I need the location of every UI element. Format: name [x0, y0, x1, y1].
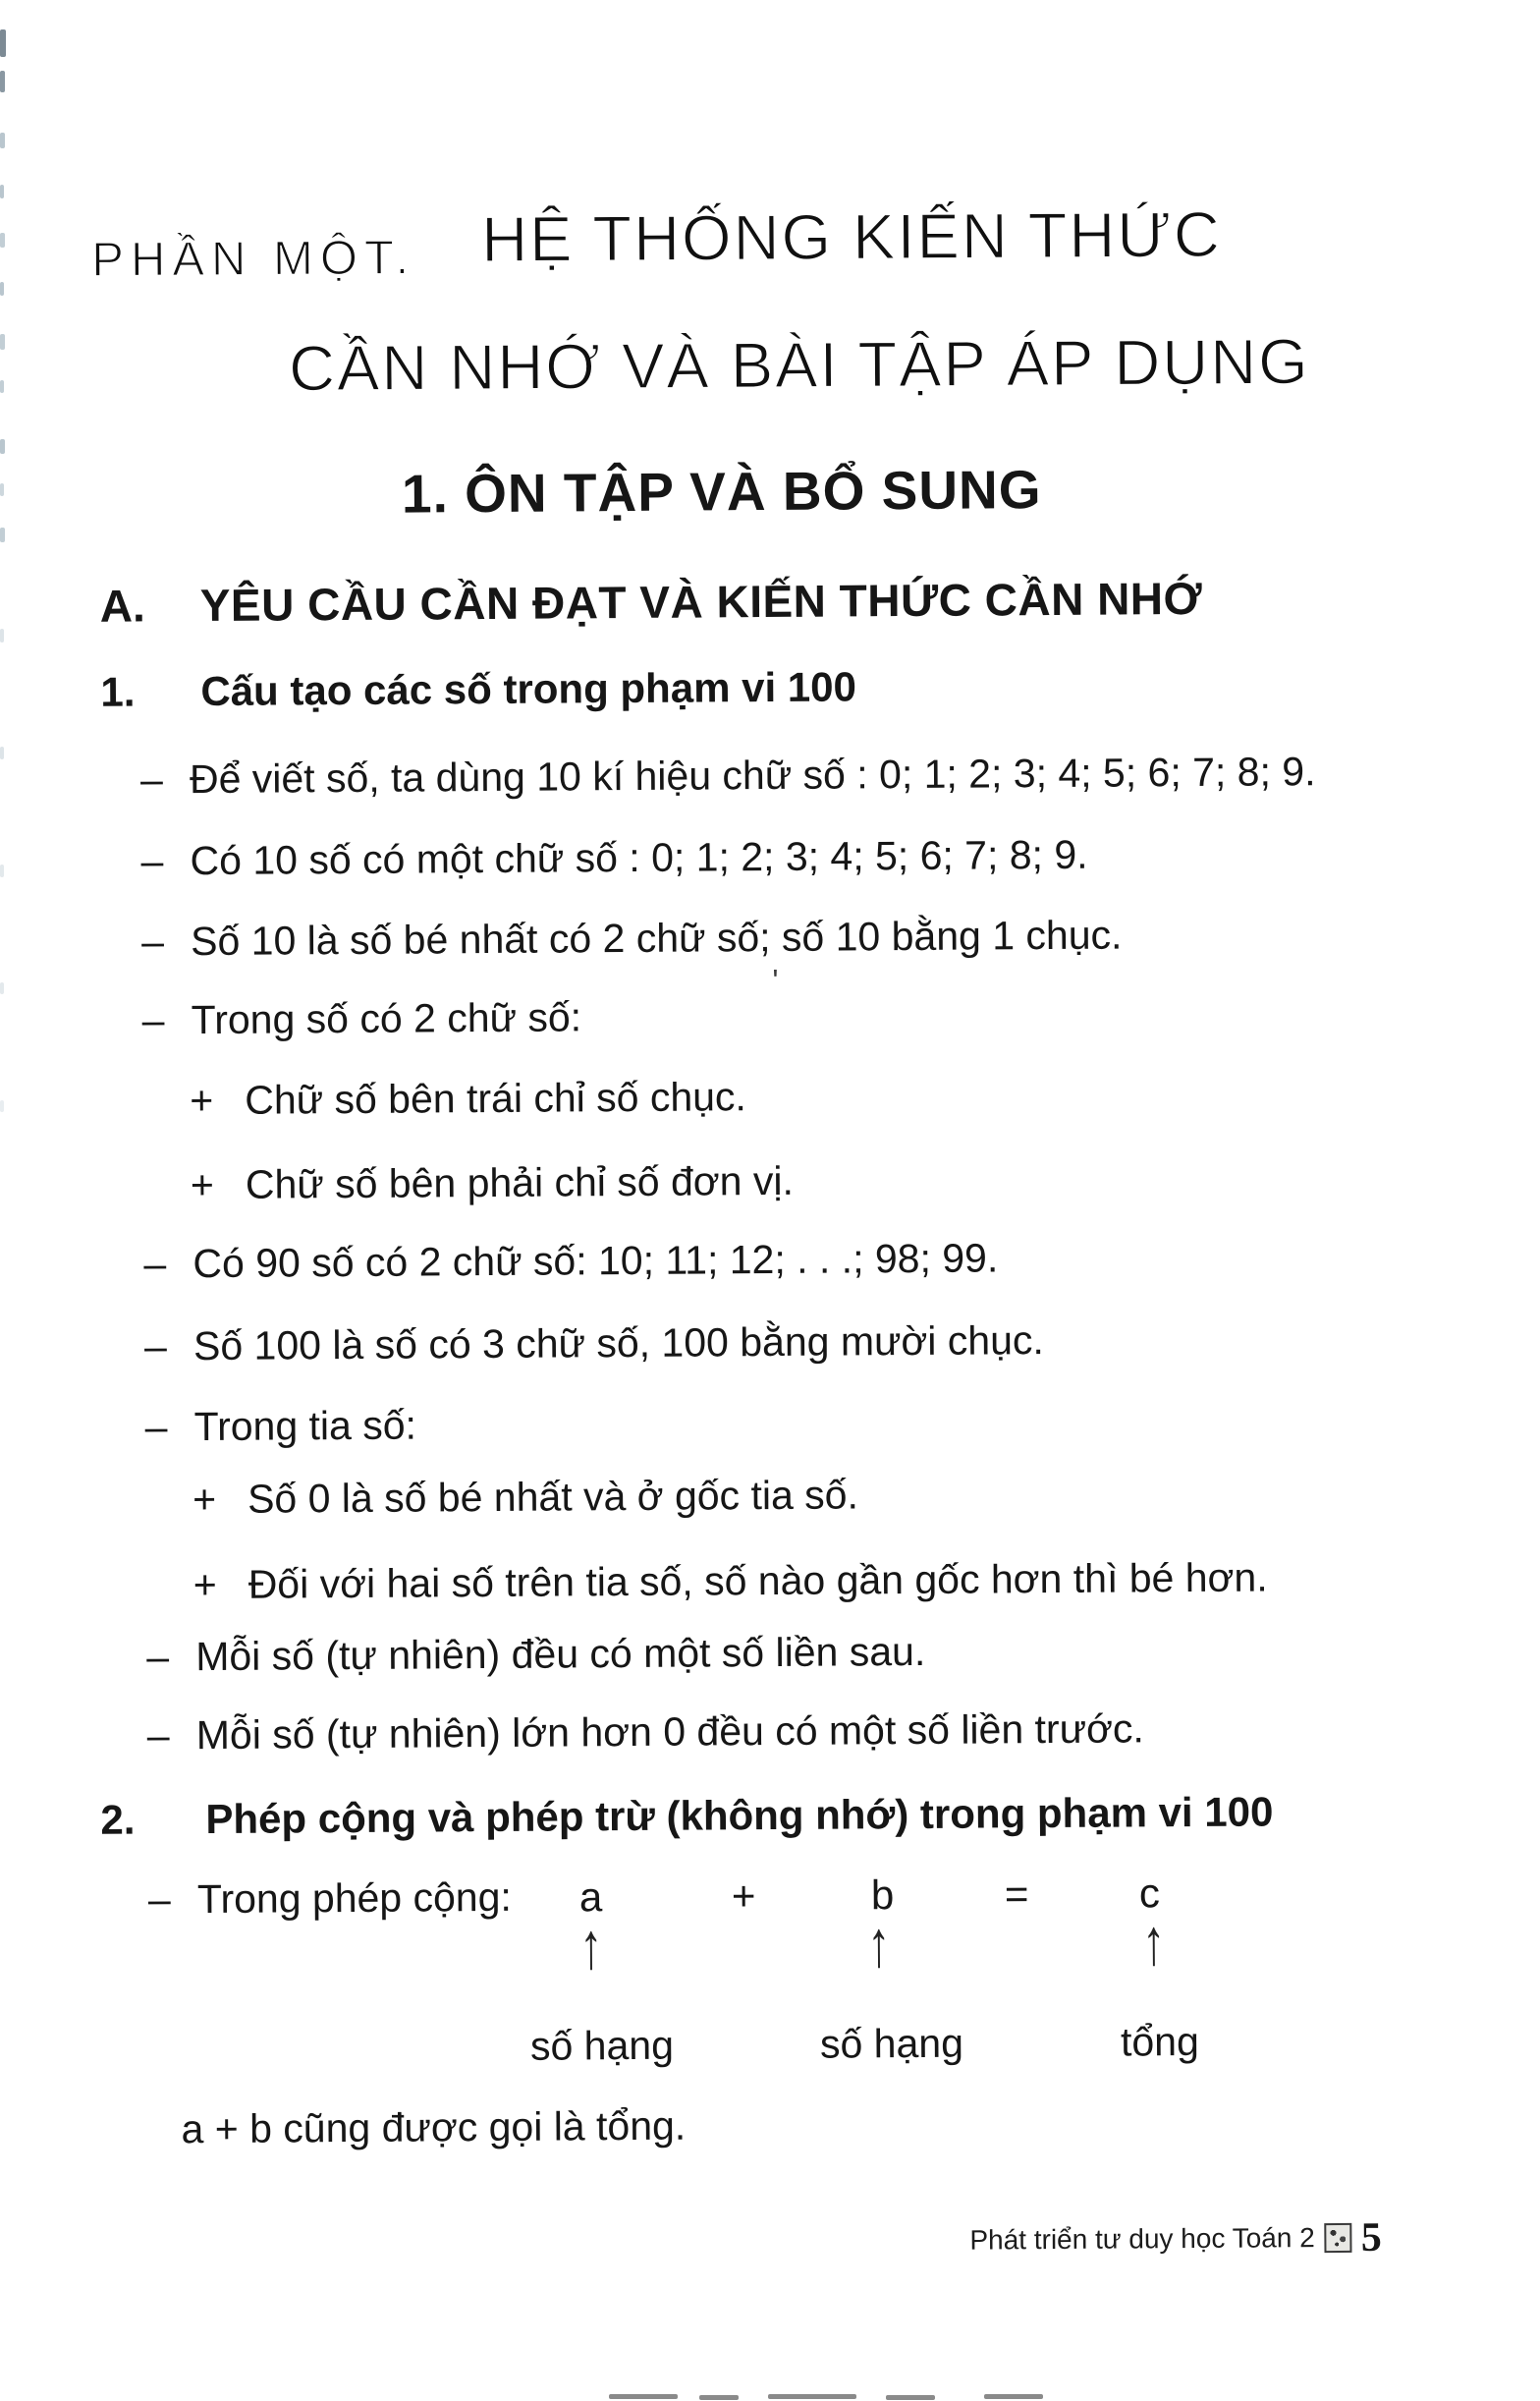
list-item-text: Số 100 là số có 3 chữ số, 100 bằng mười chục.	[192, 1317, 1044, 1369]
bullet-marker: –	[146, 1712, 170, 1759]
page-title-line1: HỆ THỐNG KIẾN THỨC	[480, 197, 1223, 276]
list-item	[1, 1313, 1540, 1369]
up-arrow-icon: ↑	[867, 1906, 891, 1981]
equation-row	[5, 1867, 1540, 1923]
list-item-text: Để viết số, ta dùng 10 kí hiệu chữ số : 0; 1; 2; 3; 4; 5; 6; 7; 8; 9.	[189, 749, 1316, 803]
equation-term-b: b	[870, 1871, 895, 1919]
list-item-text: Trong số có 2 chữ số:	[191, 994, 582, 1043]
list-item	[3, 1624, 1540, 1680]
equals-sign: =	[1004, 1871, 1029, 1918]
list-item	[0, 1068, 1539, 1124]
sum-label: tổng	[1120, 2018, 1199, 2065]
topic2-title: Phép cộng và phép trừ (không nhớ) trong phạm vi 100	[205, 1788, 1274, 1843]
list-item	[0, 1231, 1540, 1287]
sum-note: a + b cũng được gọi là tổng.	[181, 2102, 687, 2152]
plus-marker: +	[190, 1077, 214, 1124]
page-title-line2: CẦN NHỚ VÀ BÀI TẬP ÁP DỤNG	[288, 325, 1310, 405]
series-title: Phát triển tư duy học Toán 2	[969, 2222, 1315, 2256]
up-arrow-icon: ↑	[1142, 1904, 1166, 1979]
bullet-marker: –	[144, 1404, 168, 1450]
addend-label: số hạng	[529, 2022, 675, 2069]
list-item-text: Chữ số bên trái chỉ số chục.	[245, 1074, 746, 1123]
list-item-text: Có 10 số có một chữ số : 0; 1; 2; 3; 4; 5; 6; 7; 8; 9.	[190, 831, 1088, 884]
bullet-marker: –	[141, 997, 165, 1043]
plus-sign: +	[731, 1872, 756, 1920]
bullet-marker: –	[143, 1323, 167, 1369]
scan-artifact: '	[772, 962, 779, 998]
list-item-text: Số 0 là số bé nhất và ở gốc tia số.	[247, 1472, 859, 1522]
topic1-title: Cấu tạo các số trong phạm vi 100	[200, 663, 857, 715]
list-item	[3, 1552, 1540, 1608]
page-number: 5	[1360, 2214, 1382, 2261]
equation-intro: Trong phép cộng:	[196, 1873, 512, 1923]
bullet-marker: –	[140, 838, 164, 884]
plus-marker: +	[192, 1476, 217, 1523]
list-item	[0, 747, 1537, 803]
bullet-marker: –	[146, 1634, 170, 1680]
bullet-marker: –	[147, 1876, 171, 1923]
equation-result-c: c	[1138, 1870, 1161, 1917]
list-item-text: Mỗi số (tự nhiên) đều có một số liền sau.	[195, 1628, 926, 1680]
bullet-marker: –	[143, 1241, 167, 1287]
plus-marker: +	[190, 1161, 214, 1208]
list-item	[1, 1394, 1540, 1450]
page-footer	[969, 2214, 1382, 2264]
topic1-number: 1.	[100, 668, 136, 715]
list-item-text: Trong tia số:	[193, 1402, 417, 1450]
list-item	[0, 987, 1539, 1043]
list-item-text: Đối với hai số trên tia số, số nào gần gốc hơn thì bé hơn.	[248, 1554, 1268, 1607]
topic2-number: 2.	[100, 1796, 136, 1843]
list-item	[0, 828, 1537, 884]
publisher-logo-icon	[1325, 2223, 1352, 2253]
section-label: A.	[99, 580, 145, 632]
list-item	[0, 909, 1538, 965]
list-item-text: Chữ số bên phải chỉ số đơn vị.	[245, 1157, 795, 1207]
plus-marker: +	[192, 1561, 217, 1608]
addend-label: số hạng	[819, 2020, 964, 2067]
list-item	[0, 1152, 1540, 1208]
list-item-text: Có 90 số có 2 chữ số: 10; 11; 12; . . .; 98; 99.	[192, 1235, 999, 1287]
bullet-marker: –	[140, 919, 165, 965]
bullet-marker: –	[139, 756, 163, 803]
list-item	[2, 1467, 1540, 1523]
list-item-text: Số 10 là số bé nhất có 2 chữ số; số 10 bằng 1 chục.	[190, 912, 1123, 965]
part-label: PHẦN MỘT.	[91, 231, 416, 287]
lesson-title: 1. ÔN TẬP VÀ BỔ SUNG	[401, 459, 1042, 525]
equation-term-a: a	[578, 1873, 603, 1921]
list-item	[4, 1703, 1540, 1759]
section-title: YÊU CẦU CẦN ĐẠT VÀ KIẾN THỨC CẦN NHỚ	[199, 572, 1203, 632]
up-arrow-icon: ↑	[579, 1908, 603, 1982]
list-item-text: Mỗi số (tự nhiên) lớn hơn 0 đều có một số liền trước.	[195, 1705, 1144, 1759]
